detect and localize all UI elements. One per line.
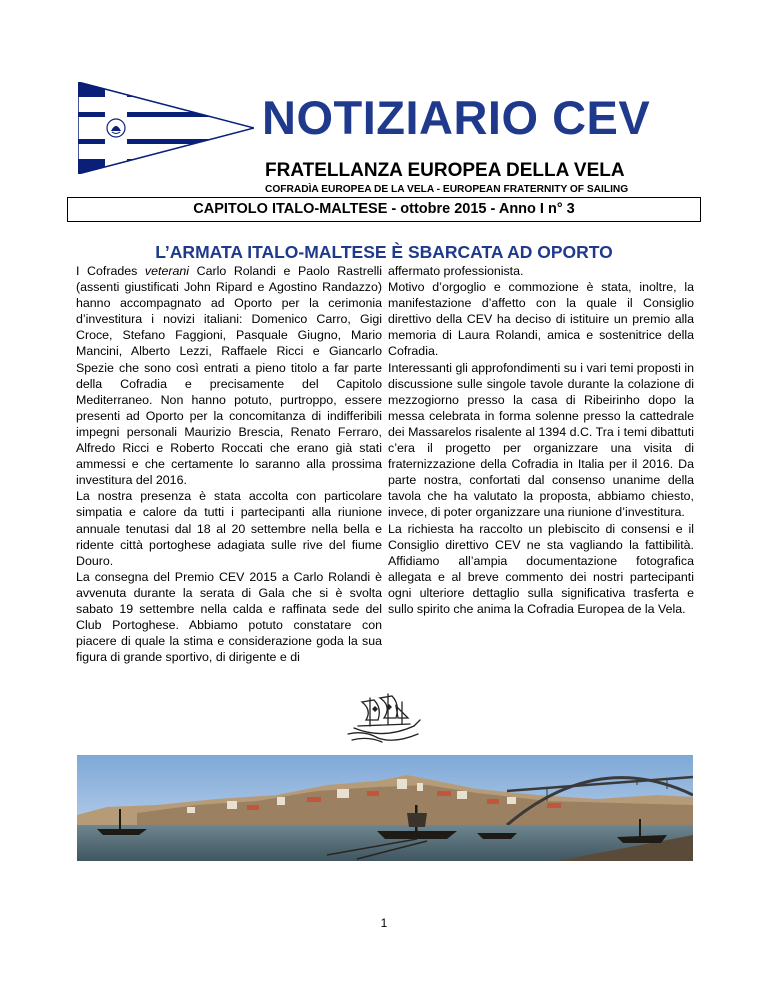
organization-translations: COFRADÌA EUROPEA DE LA VELA - EUROPEAN FRATERNITY OF SAILING [265, 184, 629, 195]
paragraph: Motivo d’orgoglio e commozione è stata, inoltre, la manifestazione d’affetto con la quale il Consiglio direttivo della CEV ha deciso di istituire un premio alla memoria di Laura Rolandi, amica e sostenitrice della Cofradia. [388, 280, 694, 359]
article-column-right [388, 263, 694, 617]
issue-banner: CAPITOLO ITALO-MALTESE - ottobre 2015 - Anno I n° 3 [67, 197, 701, 222]
text-run: I Cofrades [76, 264, 145, 278]
paragraph: affermato professionista. [388, 264, 524, 278]
article-headline: L’ARMATA ITALO-MALTESE È SBARCATA AD OPORTO [155, 242, 613, 262]
article-column-left [76, 263, 382, 665]
newsletter-title: NOTIZIARIO CEV [262, 91, 651, 144]
emphasis-text: veterani [144, 264, 190, 278]
page-number: 1 [380, 916, 388, 930]
cev-pennant-logo [78, 82, 254, 174]
caravel-ship-illustration [344, 690, 422, 746]
paragraph: Interessanti gli approfondimenti su i vari temi proposti in discussione sulle singole tavole durante la colazione di mezzogiorno presso la casa di Ribeirinho dopo la messa celebrata in forma solenne presso la cattedrale dei Massarelos risalente al 1394 d.C. Tra i temi dibattuti c’era il progetto per organizzare una visita di fraternizzazione della Cofradia in Italia per il 2016. Da parte nostra, confortati dal consenso unanime della tavola che ha valutato la proposta, abbiamo chiesto, invece, di poter organizzare una riunione d’investitura. [388, 360, 694, 520]
text-run: Carlo Rolandi e Paolo Rastrelli (assenti giustificati John Ripard e Agostino Randazzo) hanno accompagnato ad Oporto per la cerimonia d’investitura i novizi italiani: Domenico Carro, Gigi Croce, Stefano Faggioni, Pasquale Giugno, Mario Mancini, Alberto Lezzi, Raffaele Ricci e Giancarlo Spezie che sono così entrati a pieno titolo a far parte della Cofradia e precisamente del Capitolo Mediterraneo. Non hanno potuto, purtroppo, essere presenti ad Oporto per la concomitanza di indifferibili impegni personali Maurizio Brescia, Renato Ferraro, Alfredo Ricci e Roberto Roccati che erano già stati ammessi e che certamente lo saranno alla prossima investitura del 2016. [76, 264, 382, 488]
organization-name: FRATELLANZA EUROPEA DELLA VELA [265, 160, 625, 181]
paragraph: La nostra presenza è stata accolta con particolare simpatia e calore da tutti i partecipanti alla riunione annuale tenutasi dal 18 al 20 settembre nella bella e ridente città portoghese adagiata sulle rive del fiume Douro. [76, 489, 382, 568]
paragraph: La consegna del Premio CEV 2015 a Carlo Rolandi è avvenuta durante la serata di Gala che si è svolta sabato 19 settembre nella calda e raffinata sede del Club Portoghese. Abbiamo potuto constatare con piacere di quale la stima e considerazione goda la sua figura di grande sportivo, di dirigente e di [76, 569, 382, 665]
paragraph: La richiesta ha raccolto un plebiscito di consensi e il Consiglio direttivo CEV ne sta vagliando la fattibilità. Affidiamo all’ampia documentazione fotografica allegata e al breve commento dei nostri partecipanti ogni ulteriore dettaglio sulla significativa trasferta e sullo spirito che anima la Cofradia Europea de la Vela. [388, 521, 694, 616]
oporto-panorama-photo [77, 755, 693, 861]
paragraph [76, 263, 382, 488]
